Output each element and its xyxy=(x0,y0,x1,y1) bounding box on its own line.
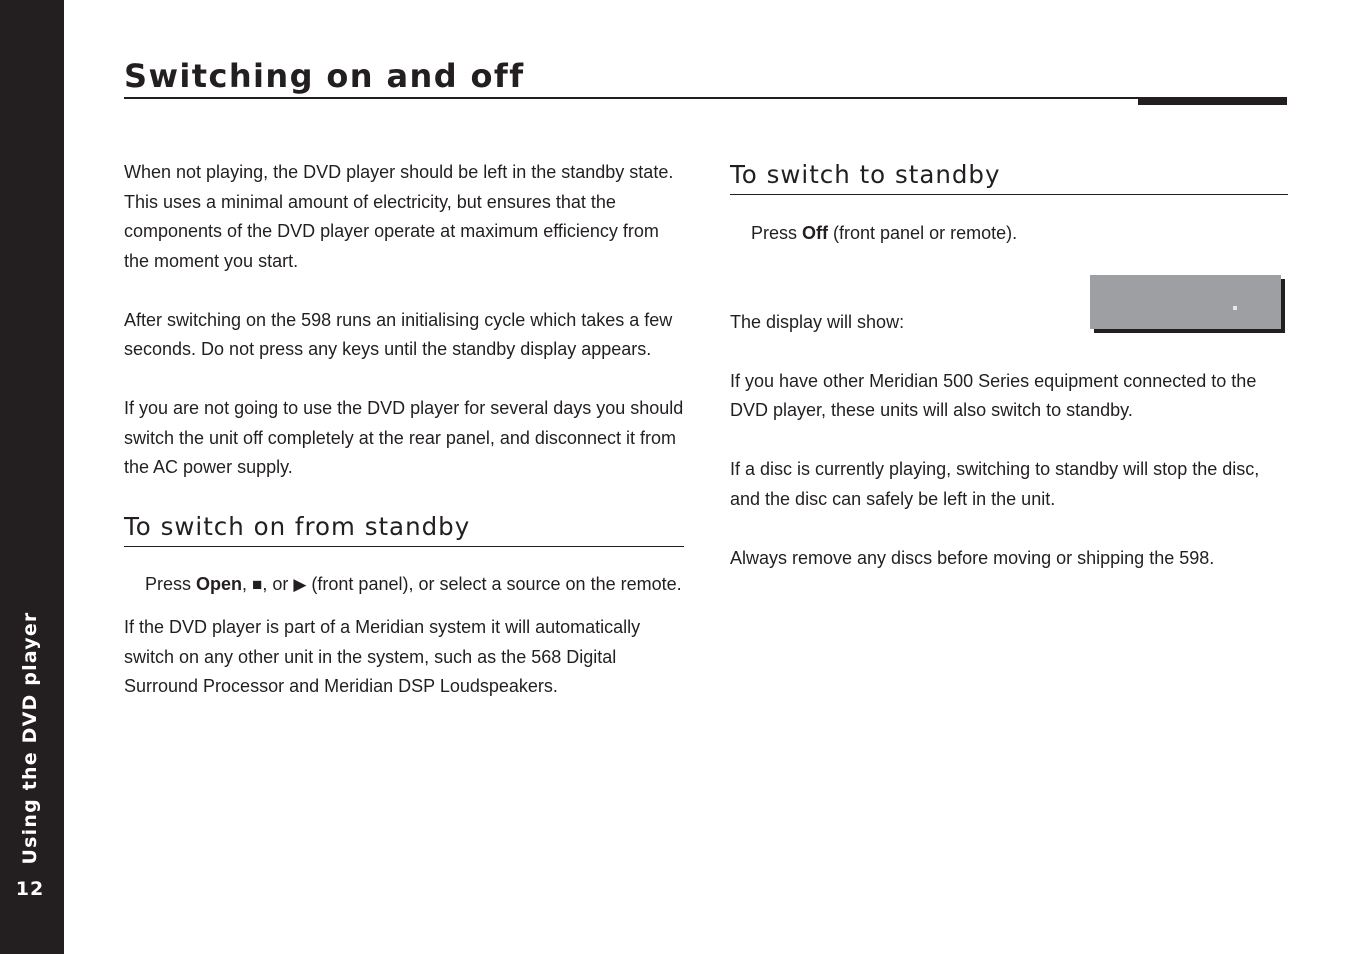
instruction-text: Press xyxy=(751,223,803,243)
title-rule xyxy=(124,97,1287,99)
instruction-text: (front panel), or select a source on the remote. xyxy=(306,573,682,594)
right-column xyxy=(730,158,1288,573)
standby-instruction xyxy=(730,219,1288,249)
switch-on-note: If the DVD player is part of a Meridian system it will automatically switch on any other unit in the system, such as the 568 Digital Surround Processor and Meridian DSP Loudspeakers. xyxy=(124,617,641,696)
section-title: Using the DVD player xyxy=(19,611,41,865)
stop-icon: ■ xyxy=(252,574,263,594)
page-title: Switching on and off xyxy=(124,57,525,95)
standby-heading: To switch to standby xyxy=(730,158,1288,195)
body-paragraph: If you have other Meridian 500 Series equipment connected to the DVD player, these units will also switch to standby. xyxy=(730,370,1257,420)
title-tab xyxy=(1138,97,1287,105)
sidebar xyxy=(0,0,64,954)
off-key-label: Off xyxy=(802,223,829,243)
switch-on-heading: To switch on from standby xyxy=(124,510,684,547)
intro-paragraph: When not playing, the DVD player should be left in the standby state. This uses a minimal amount of electricity, but ensures that the components of the DVD player operate at maximum efficiency from the moment you start. xyxy=(124,162,674,271)
body-paragraph: Always remove any discs before moving or shipping the 598. xyxy=(730,547,1215,568)
instruction-text: Press xyxy=(145,573,197,594)
instruction-text: (front panel or remote). xyxy=(828,223,1018,243)
intro-paragraph: After switching on the 598 runs an initialising cycle which takes a few seconds. Do not press any keys until the standby display appears. xyxy=(124,309,673,359)
instruction-text: , xyxy=(242,573,253,594)
instruction-text: , or xyxy=(262,573,294,594)
body-paragraph: If a disc is currently playing, switching to standby will stop the disc, and the disc can safely be left in the unit. xyxy=(730,459,1260,509)
left-column xyxy=(124,158,684,702)
switch-on-instruction xyxy=(124,570,684,600)
standby-display-illustration xyxy=(1090,275,1281,329)
standby-indicator-dot xyxy=(1233,306,1237,310)
intro-paragraph: If you are not going to use the DVD player for several days you should switch the unit off completely at the rear panel, and disconnect it from the AC power supply. xyxy=(124,398,684,477)
open-key-label: Open xyxy=(196,573,243,594)
display-label: The display will show: xyxy=(730,311,905,332)
play-icon: ▶ xyxy=(293,574,307,594)
page-number: 12 xyxy=(15,878,45,900)
